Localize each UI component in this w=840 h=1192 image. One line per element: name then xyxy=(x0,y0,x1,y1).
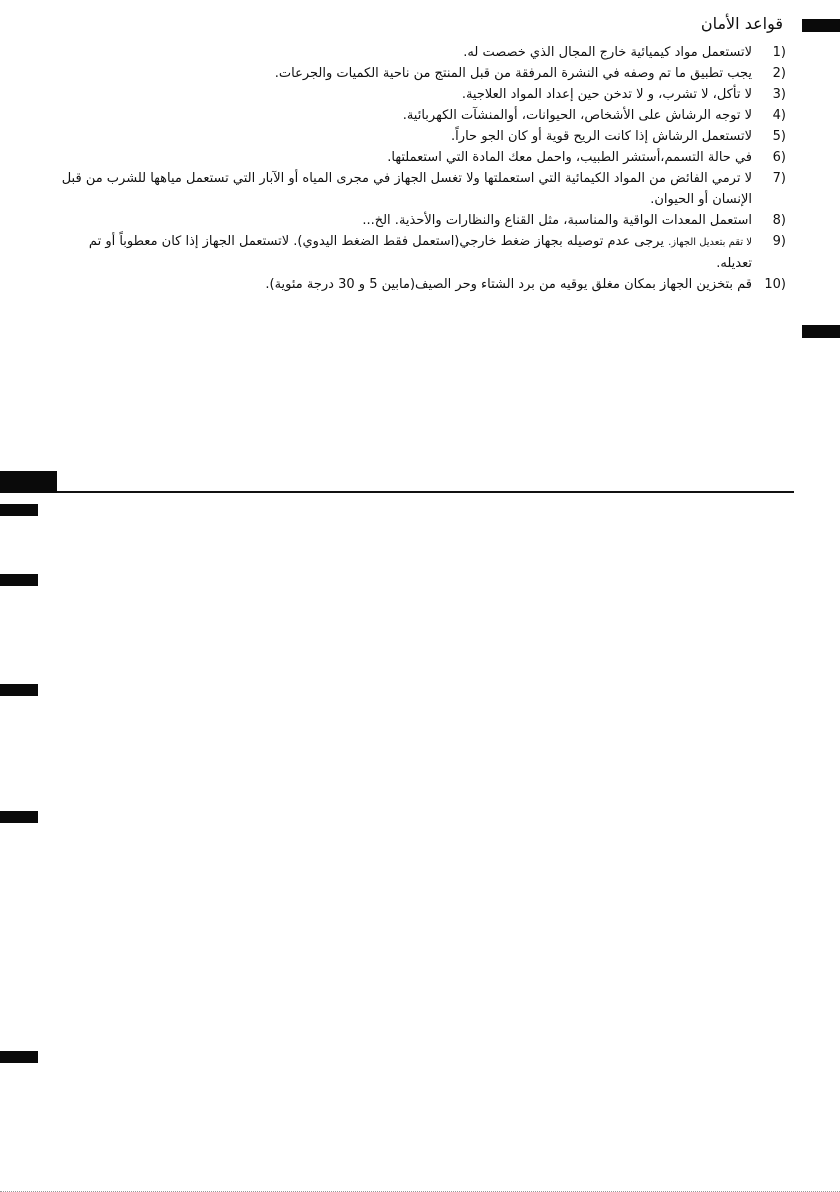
rule-number: 1) xyxy=(772,45,786,60)
section-divider xyxy=(0,491,794,493)
rule-text: استعمل المعدات الواقية والمناسبة، مثل القناع والنظارات والأحذية. الخ... xyxy=(362,213,752,228)
section-tab-marker xyxy=(0,471,57,493)
rule-text: لا تأكل، لا تشرب، و لا تدخن حين إعداد المواد العلاجية. xyxy=(461,87,752,102)
rule-number: 3) xyxy=(772,87,786,102)
rule-item xyxy=(56,42,786,63)
section-marker xyxy=(0,504,38,516)
rule-text: في حالة التسمم،أستشر الطبيب، واحمل معك المادة التي استعملتها. xyxy=(387,150,752,165)
rule-text: لاتستعمل مواد كيميائية خارج المجال الذي خصصت له. xyxy=(463,45,752,60)
section-marker xyxy=(0,1051,38,1063)
rule-text: لا ترمي الفائض من المواد الكيمائية التي استعملتها ولا تغسل الجهاز في مجرى المياه أو الآبار التي تستعمل مياهها للشرب من قبل الإنسان أو الحيوان. xyxy=(61,171,752,207)
rule-text: يجب تطبيق ما تم وصفه في النشرة المرفقة من قبل المنتج من ناحية الكميات والجرعات. xyxy=(274,66,752,81)
rule-item xyxy=(56,84,786,105)
language-tab-marker xyxy=(802,19,840,32)
rule-text: لا توجه الرشاش على الأشخاص، الحيوانات، أوالمنشآت الكهربائية. xyxy=(402,108,752,123)
rule-text xyxy=(56,231,752,274)
rule-number: 4) xyxy=(772,108,786,123)
section-marker xyxy=(0,684,38,696)
rule-item xyxy=(56,63,786,84)
safety-rules-list xyxy=(56,42,786,295)
rule-number: 7) xyxy=(772,171,786,186)
rule-item xyxy=(56,126,786,147)
rule-number: 8) xyxy=(772,213,786,228)
rule-note-small: لا تقم بتعديل الجهاز. xyxy=(668,237,752,248)
rule-number: 6) xyxy=(772,150,786,165)
section-marker xyxy=(0,811,38,823)
rule-item xyxy=(56,231,786,274)
page-title: قواعد الأمان xyxy=(700,14,783,33)
rule-item xyxy=(56,168,786,210)
rule-number: 2) xyxy=(772,66,786,81)
rule-number: 9) xyxy=(772,234,786,249)
language-tab-marker xyxy=(802,325,840,338)
section-marker xyxy=(0,574,38,586)
rule-text: لاتستعمل الرشاش إذا كانت الريح قوية أو كان الجو حاراً. xyxy=(451,129,752,144)
rule-number: 10) xyxy=(764,277,786,292)
rule-item xyxy=(56,105,786,126)
rule-item xyxy=(56,274,786,295)
rule-item xyxy=(56,210,786,231)
rule-number: 5) xyxy=(772,129,786,144)
rule-text-main: يرجى عدم توصيله بجهاز ضغط خارجي(استعمل فقط الضغط اليدوي). لاتستعمل الجهاز إذا كان معطوباً أو تم تعديله. xyxy=(88,234,752,271)
rule-item xyxy=(56,147,786,168)
rule-text: قم بتخزين الجهاز بمكان مغلق يوقيه من برد الشتاء وحر الصيف(مابين 5 و 30 درجة مئوية). xyxy=(265,277,752,292)
